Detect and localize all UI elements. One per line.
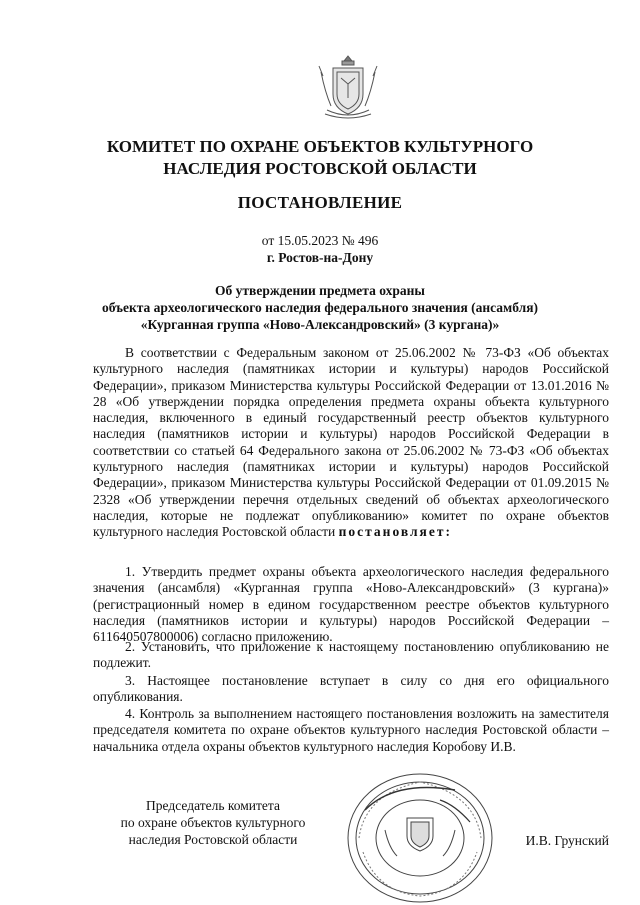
organization-name-line2: НАСЛЕДИЯ РОСТОВСКОЙ ОБЛАСТИ <box>163 159 477 178</box>
document-date-number: от 15.05.2023 № 496 <box>261 233 379 248</box>
resolves-suffix: : <box>445 524 450 540</box>
subject-line3: «Курганная группа «Ново-Александровский» (3 кургана)» <box>140 317 500 332</box>
official-seal-icon <box>345 770 495 905</box>
item-3: 3. Настоящее постановление вступает в силу со дня его официального опубликования. <box>93 673 609 705</box>
signer-position-line2: по охране объектов культурного <box>120 815 306 830</box>
signer-position-line1: Председатель комитета <box>146 798 280 813</box>
signer-position-line3: наследия Ростовской области <box>128 832 298 847</box>
organization-name-line1: КОМИТЕТ ПО ОХРАНЕ ОБЪЕКТОВ КУЛЬТУРНОГО <box>106 137 534 156</box>
signer-position <box>93 797 333 848</box>
preamble-text: В соответствии с Федеральным законом от 25.06.2002 № 73-ФЗ «Об объектах культурного наследия (памятниках истории и культуры) народов Российской Федерации», приказом Министерства культуры Российской Федерации от 13.01.2016 № 28 «Об утверждении порядка определения предмета охраны объекта культурного наследия, включенного в единый государственный реестр объектов культурного наследия (памятников истории и культуры) народов Российской Федерации в соответствии со статьей 64 Федерального закона от 25.06.2002 № 73-ФЗ «Об объектах культурного наследия (памятниках истории и культуры) народов Российской Федерации», приказом Министерства культуры Российской Федерации от 01.09.2015 № 2328 «Об утверждении перечня отдельных сведений об объектах археологического наследия, которые не подлежат опубликованию» комитет по охране объектов культурного наследия Ростовской области <box>93 345 609 540</box>
item-4: 4. Контроль за выполнением настоящего постановления возложить на заместителя председателя комитета по охране объектов культурного наследия Ростовской области – начальника отдела охраны объектов культурного наследия Коробову И.В. <box>93 706 609 754</box>
signer-name: И.В. Грунский <box>525 833 609 848</box>
item-1: 1. Утвердить предмет охраны объекта археологического наследия федерального значения (ансамбля) «Курганная группа «Ново-Александровский» (3 кургана)» (регистрационный номер в едином государственном реестре объектов культурного наследия (памятников истории и культуры) народов Российской Федерации – 611640507800006) согласно приложению. <box>93 564 609 645</box>
item-2: 2. Установить, что приложение к настоящему постановлению опубликованию не подлежит. <box>93 639 609 671</box>
document-city: г. Ростов-на-Дону <box>266 250 374 265</box>
preamble-paragraph <box>93 345 609 541</box>
subject-line2: объекта археологического наследия федерального значения (ансамбля) <box>101 300 539 315</box>
coat-of-arms-icon <box>315 52 381 122</box>
resolves-word: постановляет <box>338 524 446 540</box>
document-type: ПОСТАНОВЛЕНИЕ <box>237 193 403 212</box>
subject-line1: Об утверждении предмета охраны <box>215 283 425 298</box>
